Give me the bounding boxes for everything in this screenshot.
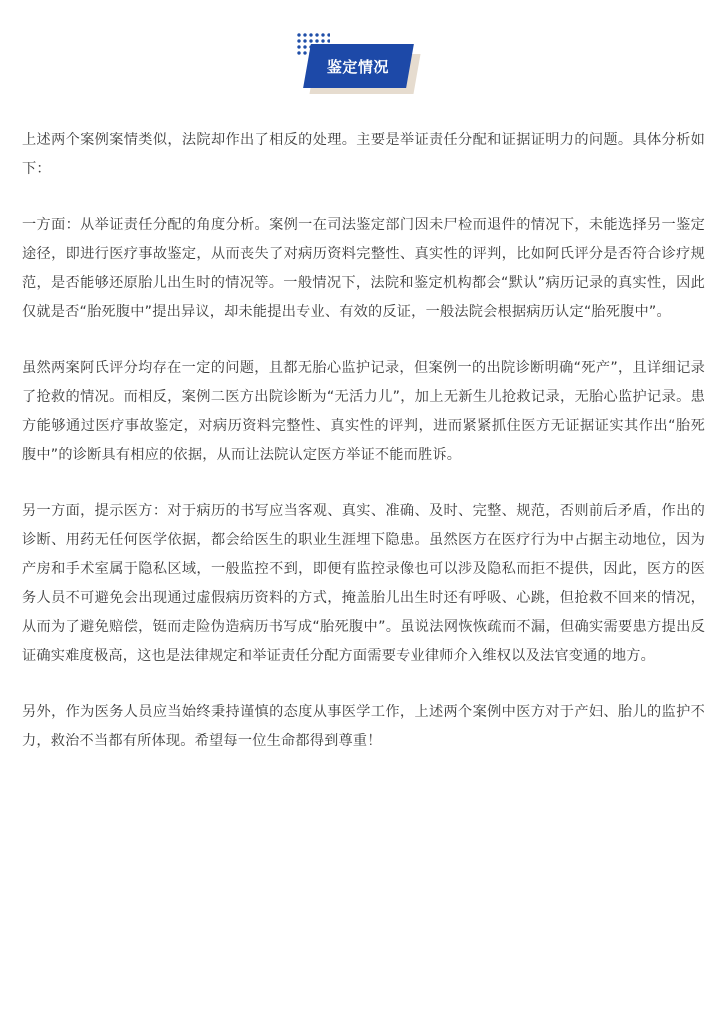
section-header xyxy=(293,30,423,92)
paragraph-conclusion: 另外，作为医务人员应当始终秉持谨慎的态度从事医学工作，上述两个案例中医方对于产妇、胎儿的监护不力，救治不当都有所体现。希望每一位生命都得到尊重！ xyxy=(22,704,705,749)
paragraph-burden-of-proof: 一方面：从举证责任分配的角度分析。案例一在司法鉴定部门因未尸检而退件的情况下，未能选择另一鉴定途径，即进行医疗事故鉴定，从而丧失了对病历资料完整性、真实性的评判，比如阿氏评分是否符合诊疗规范，是否能够还原胎儿出生时的情况等。一般情况下，法院和鉴定机构都会“默认”病历记录的真实性，因此仅就是否“胎死腹中”提出异议，却未能提出专业、有效的反证，一般法院会根据病历认定“胎死腹中”。 xyxy=(22,217,705,320)
paragraph-case-comparison: 虽然两案阿氏评分均存在一定的问题，且都无胎心监护记录，但案例一的出院诊断明确“死产”，且详细记录了抢救的情况。而相反，案例二医方出院诊断为“无活力儿”，加上无新生儿抢救记录，无胎心监护记录。患方能够通过医疗事故鉴定，对病历资料完整性、真实性的评判，进而紧紧抓住医方无证据证实其作出“胎死腹中”的诊断具有相应的依据，从而让法院认定医方举证不能而胜诉。 xyxy=(22,360,705,463)
section-title-box xyxy=(303,44,414,88)
section-title: 鉴定情况 xyxy=(327,57,390,76)
article-body xyxy=(22,126,705,783)
paragraph-intro: 上述两个案例案情类似，法院却作出了相反的处理。主要是举证责任分配和证据证明力的问题。具体分析如下： xyxy=(22,132,705,177)
paragraph-advice-to-hospital: 另一方面，提示医方：对于病历的书写应当客观、真实、准确、及时、完整、规范，否则前后矛盾，作出的诊断、用药无任何医学依据，都会给医生的职业生涯埋下隐患。虽然医方在医疗行为中占据主动地位，因为产房和手术室属于隐私区域，一般监控不到，即便有监控录像也可以涉及隐私而拒不提供，因此，医方的医务人员不可避免会出现通过虚假病历资料的方式，掩盖胎儿出生时还有呼吸、心跳，但抢救不回来的情况，从而为了避免赔偿，铤而走险伪造病历书写成“胎死腹中”。虽说法网恢恢疏而不漏，但确实需要患方提出反证确实难度极高，这也是法律规定和举证责任分配方面需要专业律师介入维权以及法官变通的地方。 xyxy=(22,503,705,664)
